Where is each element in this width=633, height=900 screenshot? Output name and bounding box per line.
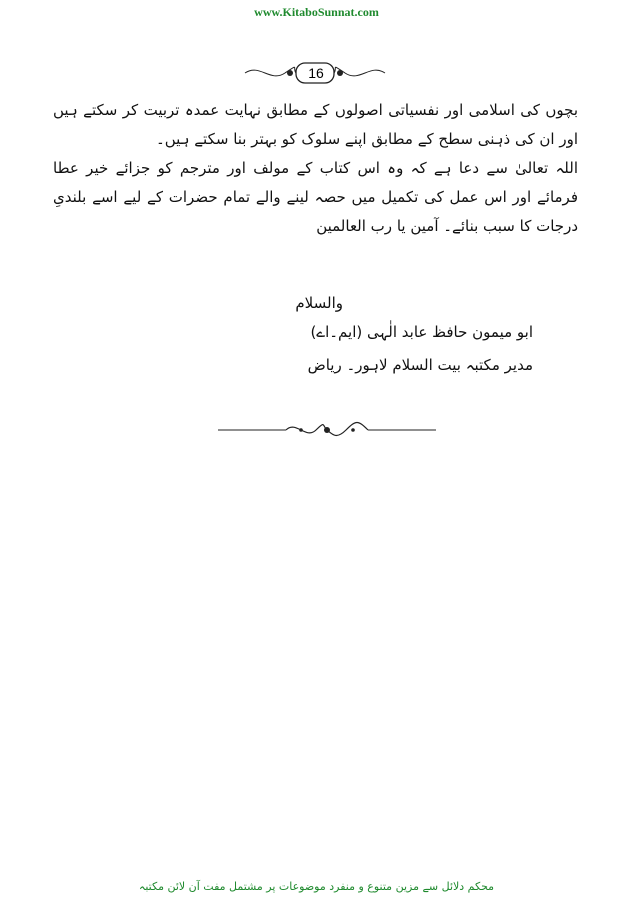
author-title: مدیر مکتبہ بیت السلام لاہور۔ ریاض [307, 356, 533, 374]
page-number: 16 [308, 65, 324, 81]
site-url[interactable]: www.KitaboSunnat.com [254, 5, 379, 19]
paragraph-2: اللہ تعالیٰ سے دعا ہے کہ وہ اس کتاب کے مولف اور مترجم کو جزائے خیر عطا فرمائے اور اس عمل کی تکمیل میں حصہ لینے والے تمام حضرات کے لیے اسے بلندیِ درجات کا سبب بنائے۔ آمین یا رب العالمین [53, 159, 578, 235]
paragraph-1: بچوں کی اسلامی اور نفسیاتی اصولوں کے مطابق نہایت عمدہ تربیت کر سکتے ہیں اور ان کی ذہنی سطح کے مطابق اپنے سلوک کو بہتر بنا سکتے ہیں۔ [53, 101, 578, 148]
signoff-block [153, 290, 533, 382]
end-ornament-divider [216, 418, 438, 442]
author-name: ابو میمون حافظ عابد الٰہی (ایم۔اے) [310, 323, 533, 341]
salutation: والسلام [295, 294, 343, 312]
footer-tagline: محکم دلائل سے مزین متنوع و منفرد موضوعات پر مشتمل مفت آن لائن مکتبہ [138, 880, 495, 893]
body-text [53, 96, 578, 241]
